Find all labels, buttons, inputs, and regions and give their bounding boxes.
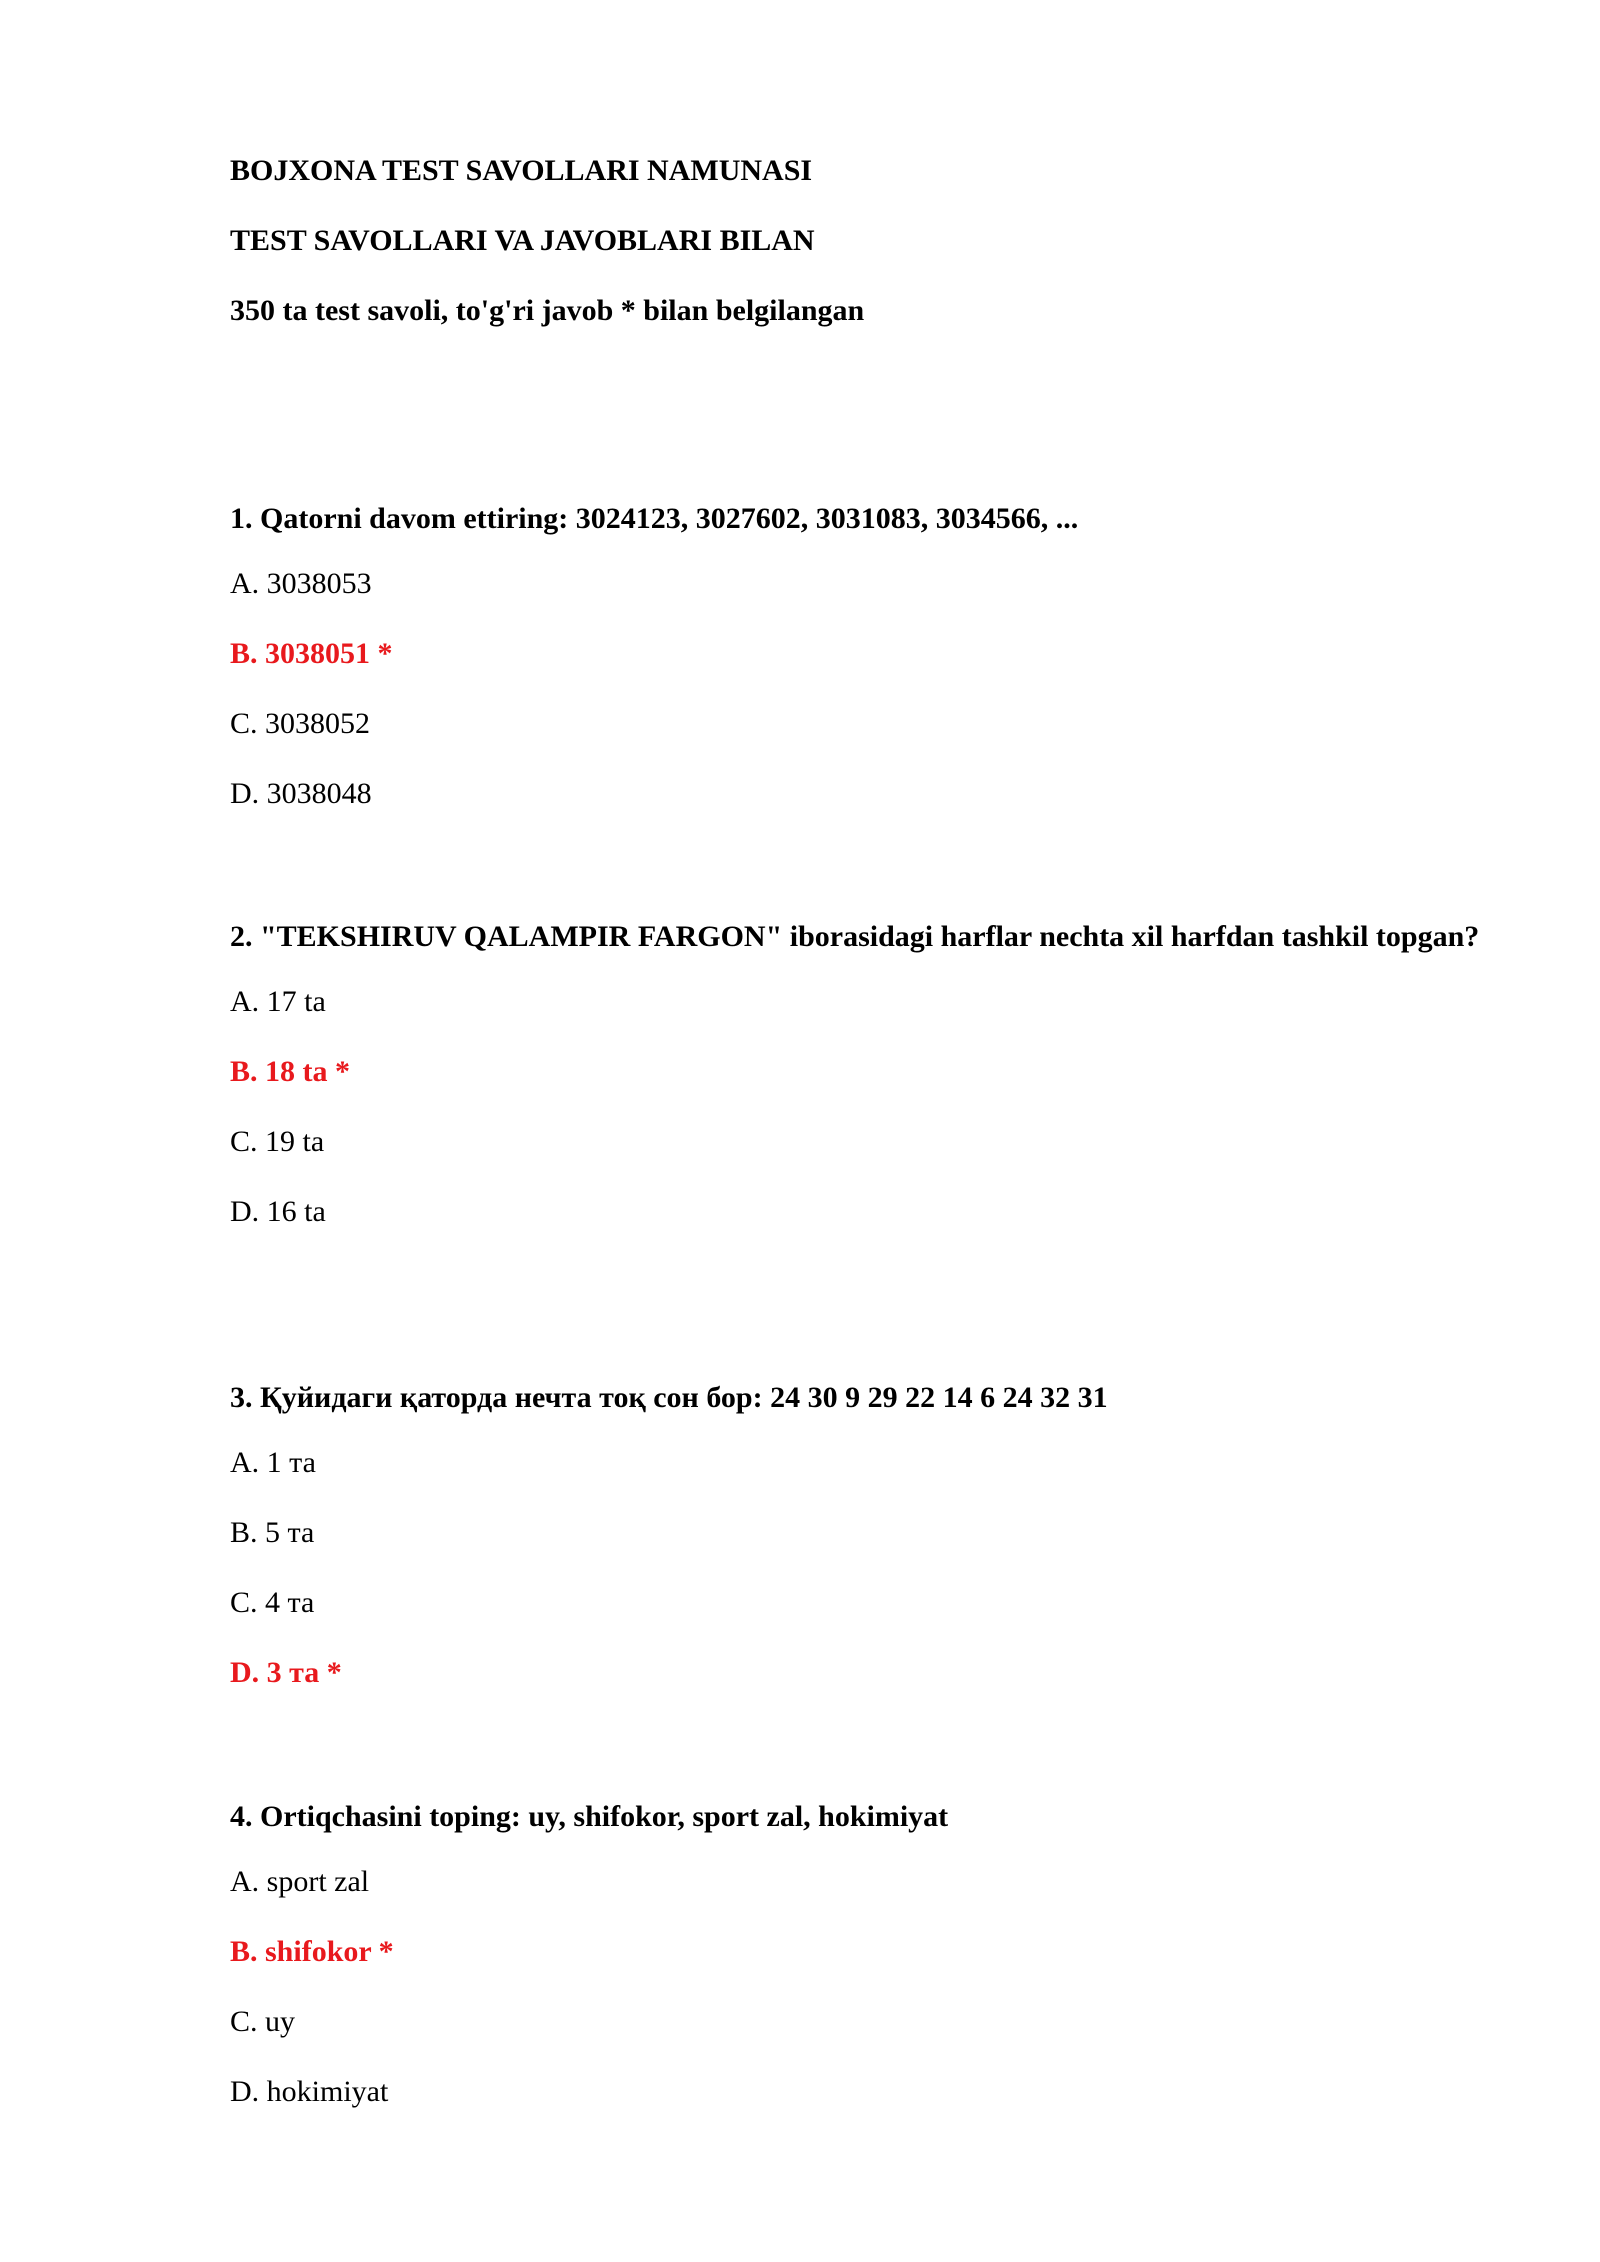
question-2: [230, 915, 1480, 1230]
option-d: D. 3038048: [230, 777, 372, 810]
option-b: B. 5 та: [230, 1516, 315, 1549]
option-d: D. 16 ta: [230, 1195, 326, 1228]
option-a: A. 17 ta: [230, 985, 326, 1018]
question-text: 3. Қуйидаги қаторда нечта тоқ сон бор: 24 30 9 29 22 14 6 24 32 31: [230, 1381, 1108, 1414]
option-b-correct: B. 18 ta *: [230, 1055, 350, 1088]
option-a: A. 1 та: [230, 1446, 316, 1479]
option-c: C. 4 та: [230, 1586, 315, 1619]
document-description: 350 ta test savoli, to'g'ri javob * bilan belgilangan: [230, 294, 865, 327]
question-4: [230, 1795, 1480, 2110]
option-b-correct: B. shifokor *: [230, 1935, 394, 1968]
document-subtitle: TEST SAVOLLARI VA JAVOBLARI BILAN: [230, 224, 815, 257]
option-b-correct: B. 3038051 *: [230, 637, 393, 670]
question-text: 1. Qatorni davom ettiring: 3024123, 3027602, 3031083, 3034566, ...: [230, 502, 1079, 535]
document-title: BOJXONA TEST SAVOLLARI NAMUNASI: [230, 154, 813, 187]
question-text: 4. Ortiqchasini toping: uy, shifokor, sport zal, hokimiyat: [230, 1800, 949, 1833]
option-d: D. hokimiyat: [230, 2075, 389, 2108]
option-a: A. 3038053: [230, 567, 372, 600]
question-1: [230, 497, 1480, 812]
question-3: [230, 1376, 1480, 1691]
option-c: C. 19 ta: [230, 1125, 325, 1158]
option-c: C. 3038052: [230, 707, 371, 740]
option-a: A. sport zal: [230, 1865, 370, 1898]
question-text: 2. "TEKSHIRUV QALAMPIR FARGON" iborasidagi harflar nechta xil harfdan tashkil topgan?: [230, 920, 1480, 953]
option-d-correct: D. 3 та *: [230, 1656, 342, 1689]
option-c: C. uy: [230, 2005, 296, 2038]
